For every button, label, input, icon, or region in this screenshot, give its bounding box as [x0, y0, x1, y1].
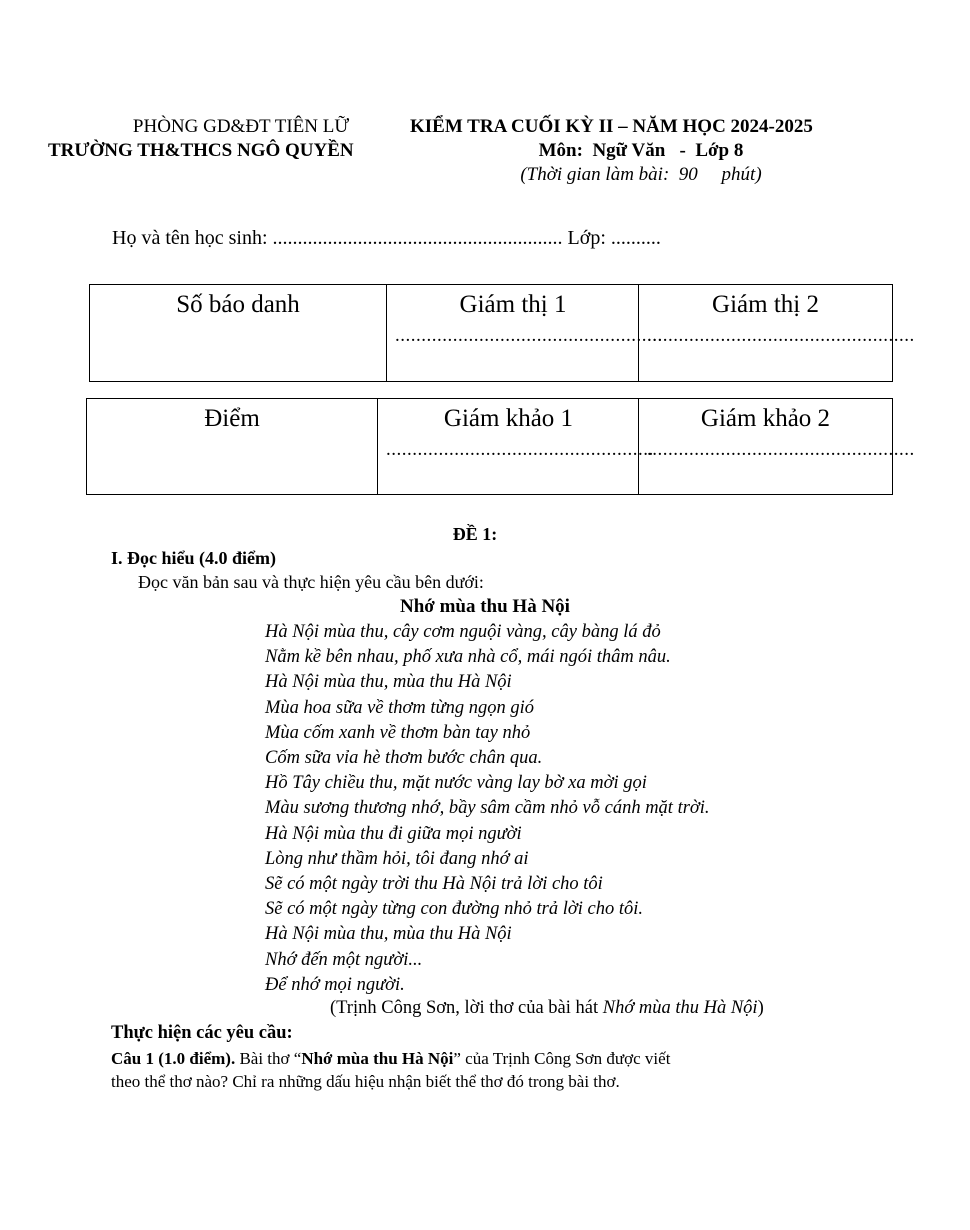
poem-line: Sẽ có một ngày từng con đường nhỏ trả lời cho tôi.: [265, 899, 644, 920]
tasks-heading: Thực hiện các yêu cầu:: [111, 1023, 293, 1043]
source-song-title: Nhớ mùa thu Hà Nội: [602, 998, 758, 1018]
poem-body: [265, 620, 710, 998]
poem-line: Nhớ đến một người...: [265, 949, 423, 970]
invigilator-1-label: Giám thị 1: [459, 291, 567, 318]
poem-line: Để nhớ mọi người.: [265, 974, 405, 995]
examiner-1-signature-line: ...................................................: [386, 439, 654, 460]
source-author-text: (Trịnh Công Sơn, lời thơ của bài hát: [330, 998, 603, 1018]
exam-code: ĐỀ 1:: [452, 524, 498, 544]
examiner-1-cell[interactable]: [377, 399, 654, 494]
invigilator-1-signature-line: ...................................................: [395, 325, 663, 346]
reading-instruction: Đọc văn bản sau và thực hiện yêu cầu bên dưới:: [138, 572, 484, 592]
poem-source: [330, 998, 764, 1019]
department-name: PHÒNG GD&ĐT TIÊN LỮ: [132, 116, 350, 137]
examiner-2-signature-line: ...................................................: [647, 439, 915, 460]
student-info-line: [112, 227, 661, 250]
score-cell[interactable]: [87, 399, 377, 494]
student-name-label: Họ và tên học sinh:: [112, 227, 273, 249]
poem-line: Màu sương thương nhớ, bầy sâm cầm nhỏ vỗ cánh mặt trời.: [265, 798, 710, 819]
exam-time: (Thời gian làm bài: 90 phút): [520, 164, 762, 185]
poem-line: Hà Nội mùa thu, cây cơm nguội vàng, cây bàng lá đỏ: [265, 622, 661, 642]
invigilator-2-signature-line: ...................................................: [647, 325, 915, 346]
poem-line: Mùa hoa sữa về thơm từng ngọn gió: [265, 697, 534, 718]
poem-line: Nằm kề bên nhau, phố xưa nhà cổ, mái ngói thâm nâu.: [265, 647, 671, 668]
student-name-field[interactable]: ..........................................................: [272, 227, 563, 249]
candidate-number-cell[interactable]: [90, 285, 386, 381]
question-1-poem-title: Nhớ mùa thu Hà Nội: [301, 1049, 454, 1068]
grading-table: [86, 398, 915, 495]
invigilator-2-cell[interactable]: [638, 285, 915, 381]
invigilator-2-label: Giám thị 2: [712, 291, 819, 318]
candidate-table: [89, 284, 915, 382]
poem-line: Hà Nội mùa thu, mùa thu Hà Nội: [265, 924, 512, 945]
school-name: TRƯỜNG TH&THCS NGÔ QUYỀN: [48, 140, 354, 161]
poem-line: Mùa cốm xanh về thơm bàn tay nhỏ: [265, 722, 531, 743]
invigilator-1-cell[interactable]: [386, 285, 663, 381]
examiner-2-cell[interactable]: [638, 399, 915, 494]
question-1-text: Bài thơ “: [235, 1049, 302, 1068]
question-1-label: Câu 1 (1.0 điểm).: [111, 1049, 236, 1068]
section-heading: I. Đọc hiểu (4.0 điểm): [111, 548, 276, 568]
poem-line: Lòng như thầm hỏi, tôi đang nhớ ai: [265, 848, 529, 869]
score-label: Điểm: [204, 405, 260, 432]
question-1-line-2: theo thể thơ nào? Chỉ ra những dấu hiệu nhận biết thể thơ đó trong bài thơ.: [111, 1072, 620, 1091]
exam-subject: Môn: Ngữ Văn - Lớp 8: [538, 140, 744, 161]
source-closing-paren: ): [757, 998, 764, 1018]
poem-line: Hà Nội mùa thu, mùa thu Hà Nội: [265, 672, 512, 693]
examiner-1-label: Giám khảo 1: [443, 405, 574, 432]
poem-line: Cốm sữa vỉa hè thơm bước chân qua.: [265, 748, 543, 769]
question-1: [111, 1048, 670, 1069]
poem-line: Sẽ có một ngày trời thu Hà Nội trả lời cho tôi: [265, 874, 603, 895]
candidate-number-label: Số báo danh: [176, 291, 300, 318]
exam-title: KIỂM TRA CUỐI KỲ II – NĂM HỌC 2024-2025: [410, 116, 813, 137]
poem-line: Hồ Tây chiều thu, mặt nước vàng lay bờ xa mời gọi: [265, 773, 647, 794]
question-1-text: ” của Trịnh Công Sơn được viết: [453, 1049, 671, 1068]
examiner-2-label: Giám khảo 2: [700, 405, 831, 432]
poem-title: Nhớ mùa thu Hà Nội: [400, 596, 570, 617]
poem-line: Hà Nội mùa thu đi giữa mọi người: [265, 823, 522, 844]
class-field[interactable]: ..........: [610, 227, 661, 249]
class-label: Lớp:: [562, 227, 611, 249]
